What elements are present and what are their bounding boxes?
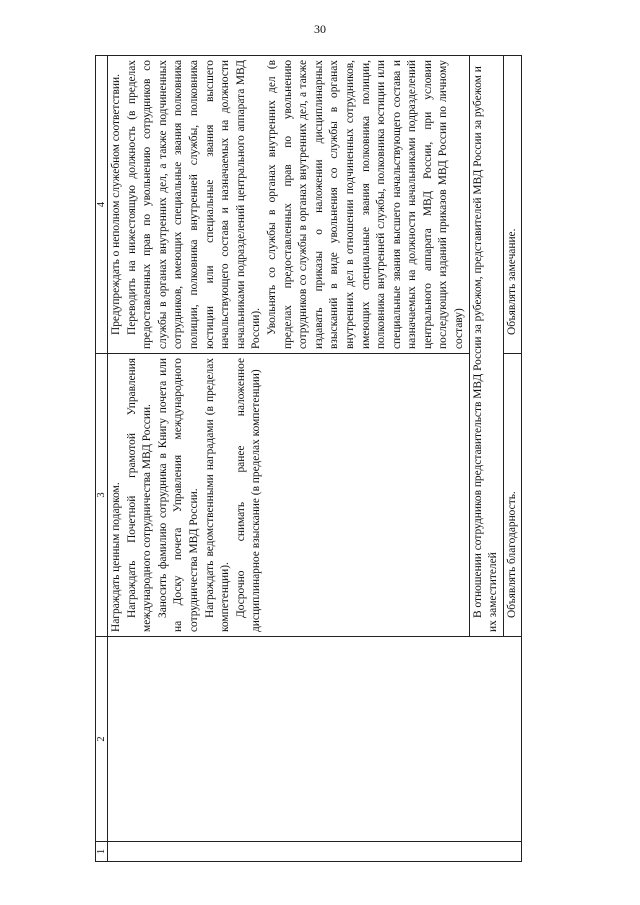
penalty-item: Переводить на нижестоящую должность (в пределах предоставленных прав по увольнению сотрудников со службы в органах внутренних дел, а также подчиненных сотрудников, имеющих специальные звания полковника полиции, полковника внутренней службы, полковника юстиции или специальные звания высшего начальствующего состава и назначаемых на должности начальниками подразделений центрального аппарата МВД России). xyxy=(125,60,263,349)
table-header-row xyxy=(96,56,108,862)
incentive-item: Награждать ведомственными наградами (в пределах компетенции). xyxy=(203,358,232,632)
incentive-item: Заносить фамилию сотрудника в Книгу почета или на Доску почета Управления международного сотрудничества МВД России. xyxy=(156,358,200,632)
last-incentive-text: Объявлять благодарность. xyxy=(505,491,518,618)
penalty-item: Предупреждать о неполном служебном соответствии. xyxy=(110,74,122,335)
last-penalty-text: Объявлять замечание. xyxy=(505,228,518,335)
rotated-table-region xyxy=(95,56,589,862)
cell-col-1 xyxy=(108,842,522,862)
table-landscape xyxy=(95,56,589,862)
incentive-item: Досрочно снимать ранее наложенное дисциплинарное взыскание (в пределах компетенции) xyxy=(234,358,263,632)
incentive-item: Награждать ценным подарком. xyxy=(110,482,122,632)
cell-col-2 xyxy=(108,637,522,842)
section-heading-text: В отношении сотрудников представительств МВД России за рубежом, представителей МВД России за рубежом и их заместителей xyxy=(471,66,500,632)
penalty-item: Увольнять со службы в органах внутренних дел (в пределах предоставленных прав по увольнению сотрудников со службы в органах внутренних дел, а также издавать приказы о наложении дисциплинарных взысканий в виде увольнения со службы в органах внутренних дел в отношении подчиненных сотрудников, имеющих специальные звания полковника полиции, полковника внутренней службы, полковника юстиции или специальные звания высшего начальствующего состава и назначаемых на должности начальниками подразделений центрального аппарата МВД России, при условии последующих изданий приказов МВД России по личному составу) xyxy=(265,60,466,349)
cell-last-incentive xyxy=(503,354,522,637)
page-number: 30 xyxy=(314,22,326,36)
cell-penalties xyxy=(108,56,470,354)
header-col-2: 2 xyxy=(96,637,108,842)
header-col-1: 1 xyxy=(96,842,108,862)
document-table xyxy=(95,55,522,862)
section-heading xyxy=(469,56,503,637)
incentive-item: Награждать Почетной грамотой Управления международного сотрудничества МВД России. xyxy=(125,358,154,632)
cell-last-penalty xyxy=(503,56,522,354)
header-col-3: 3 xyxy=(96,354,108,637)
table-row-main xyxy=(108,56,470,862)
cell-incentives xyxy=(108,354,470,637)
header-col-4: 4 xyxy=(96,56,108,354)
